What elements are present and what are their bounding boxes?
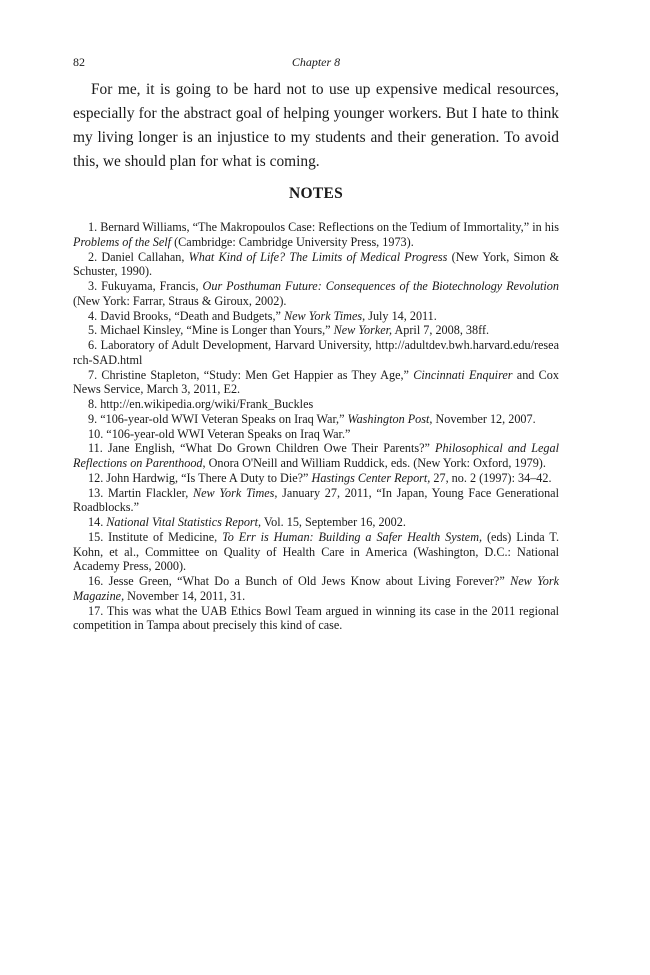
endnote bbox=[73, 471, 559, 486]
endnote-italic-title: To Err is Human: Building a Safer Health System, bbox=[222, 529, 483, 544]
endnote-text-continued: November 14, 2011, 31. bbox=[124, 588, 246, 603]
endnote bbox=[73, 441, 559, 471]
endnote-text: Michael Kinsley, “Mine is Longer than Yours,” bbox=[100, 323, 334, 338]
endnote-text-continued: (eds) Linda T. Kohn, et al., Committee on Quality of Health Care in America (Washington, D.C.: National Academy Press, 2000). bbox=[73, 529, 559, 574]
endnote-italic-title: Hastings Center Report, bbox=[311, 470, 431, 485]
endnote-number: 15. bbox=[88, 529, 104, 544]
endnote bbox=[73, 515, 559, 530]
endnote-text-continued: and Cox News Service, March 3, 2011, E2. bbox=[73, 367, 559, 397]
endnote-number: 8. bbox=[88, 397, 98, 411]
endnote-number: 13. bbox=[88, 485, 104, 500]
endnote-number: 12. bbox=[88, 470, 104, 485]
endnote-italic-title: Problems of the Self bbox=[73, 234, 172, 249]
endnote-italic-title: New Yorker, bbox=[333, 323, 393, 338]
endnote-number: 1. bbox=[88, 220, 98, 234]
endnote-text-continued: , July 14, 2011. bbox=[362, 308, 437, 323]
endnote-text: David Brooks, “Death and Budgets,” bbox=[100, 308, 284, 323]
endnote-number: 17. bbox=[88, 603, 104, 618]
page-number: 82 bbox=[73, 55, 85, 69]
endnote bbox=[73, 604, 559, 634]
endnote-text: “106-year-old WWI Veteran Speaks on Iraq War,” bbox=[100, 411, 348, 426]
endnote-text: Laboratory of Adult Development, Harvard University, http://adultdev.bwh.harvard.edu/research-SAD.html bbox=[73, 338, 559, 367]
endnote-text: John Hardwig, “Is There A Duty to Die?” bbox=[106, 470, 312, 485]
endnote-number: 7. bbox=[88, 367, 98, 382]
endnote-text: http://en.wikipedia.org/wiki/Frank_Buckles bbox=[100, 397, 314, 411]
endnote-number: 3. bbox=[88, 279, 98, 293]
endnote-text-continued: 27, no. 2 (1997): 34–42. bbox=[430, 470, 552, 485]
endnote-text-continued: , November 12, 2007. bbox=[429, 411, 536, 426]
running-head bbox=[73, 55, 559, 71]
endnote-number: 9. bbox=[88, 411, 98, 426]
endnote-text-continued: , Onora O'Neill and William Ruddick, eds. (New York: Oxford, 1979). bbox=[202, 456, 546, 470]
endnote-number: 10. bbox=[88, 426, 104, 441]
chapter-label: Chapter 8 bbox=[291, 55, 341, 69]
endnote bbox=[73, 397, 559, 412]
notes-list bbox=[73, 220, 559, 633]
endnote bbox=[73, 427, 559, 442]
endnote-text: Jane English, “What Do Grown Children Owe Their Parents?” bbox=[107, 441, 436, 456]
endnote-text: Daniel Callahan, bbox=[101, 249, 189, 264]
endnote bbox=[73, 338, 559, 368]
endnote-italic-title: Philosophical and Legal Reflections on Parenthood bbox=[73, 441, 559, 470]
body-paragraph: For me, it is going to be hard not to use up expensive medical resources, especially for the abstract goal of helping younger workers. But I hate to think my living longer is an injustice to my students and their generation. To avoid this, we should plan for what is coming. bbox=[73, 81, 559, 170]
notes-heading: NOTES bbox=[288, 185, 344, 202]
endnote-text: “106-year-old WWI Veteran Speaks on Iraq War.” bbox=[106, 426, 351, 441]
endnote-text-continued: (New York: Farrar, Straus & Giroux, 2002). bbox=[73, 293, 287, 308]
endnote bbox=[73, 574, 559, 604]
endnote bbox=[73, 323, 559, 338]
endnote-italic-title: Our Posthuman Future: Consequences of the Biotechnology Revolution bbox=[202, 279, 559, 293]
endnote bbox=[73, 309, 559, 324]
endnote-italic-title: New York Times bbox=[193, 485, 275, 500]
endnote-italic-title: National Vital Statistics Report, bbox=[106, 515, 262, 529]
endnote-number: 11. bbox=[88, 441, 103, 456]
endnote bbox=[73, 279, 559, 309]
endnote-text: Institute of Medicine, bbox=[108, 529, 223, 544]
endnote bbox=[73, 250, 559, 280]
endnote-italic-title: New York Magazine, bbox=[73, 574, 560, 603]
endnote bbox=[73, 368, 559, 398]
endnote-italic-title: New York Times bbox=[283, 308, 363, 323]
endnote-number: 14. bbox=[88, 515, 104, 529]
endnote-text-continued: April 7, 2008, 38ff. bbox=[392, 323, 490, 338]
endnote-text: Fukuyama, Francis, bbox=[101, 279, 203, 293]
endnote-text: Jesse Green, “What Do a Bunch of Old Jews Know about Living Forever?” bbox=[108, 574, 511, 588]
endnote-text-continued: (Cambridge: Cambridge University Press, 1973). bbox=[171, 234, 414, 249]
endnote-italic-title: Washington Post bbox=[347, 411, 430, 426]
endnote-italic-title: Cincinnati Enquirer bbox=[413, 367, 513, 382]
endnote bbox=[73, 220, 559, 250]
endnote bbox=[73, 412, 559, 427]
endnote-text: Martin Flackler, bbox=[107, 485, 193, 500]
endnote-text-continued: Vol. 15, September 16, 2002. bbox=[261, 515, 406, 529]
endnote-number: 4. bbox=[88, 308, 98, 323]
endnote bbox=[73, 530, 559, 574]
endnote bbox=[73, 486, 559, 516]
endnote-number: 16. bbox=[88, 574, 104, 588]
endnote-text: This was what the UAB Ethics Bowl Team argued in winning its case in the 2011 regional competition in Tampa about precisely this kind of case. bbox=[73, 603, 559, 633]
endnote-text: Christine Stapleton, “Study: Men Get Happier as They Age,” bbox=[101, 367, 414, 382]
endnote-number: 5. bbox=[88, 323, 98, 338]
endnote-number: 2. bbox=[88, 249, 98, 264]
endnote-italic-title: What Kind of Life? The Limits of Medical Progress bbox=[188, 249, 448, 264]
endnote-text-continued: (New York, Simon & Schuster, 1990). bbox=[73, 249, 559, 279]
endnote-text-continued: , January 27, 2011, “In Japan, Young Face Generational Roadblocks.” bbox=[73, 485, 559, 515]
endnote-text: Bernard Williams, “The Makropoulos Case: Reflections on the Tedium of Immortality,” in his bbox=[100, 220, 559, 234]
endnote-number: 6. bbox=[88, 338, 98, 352]
